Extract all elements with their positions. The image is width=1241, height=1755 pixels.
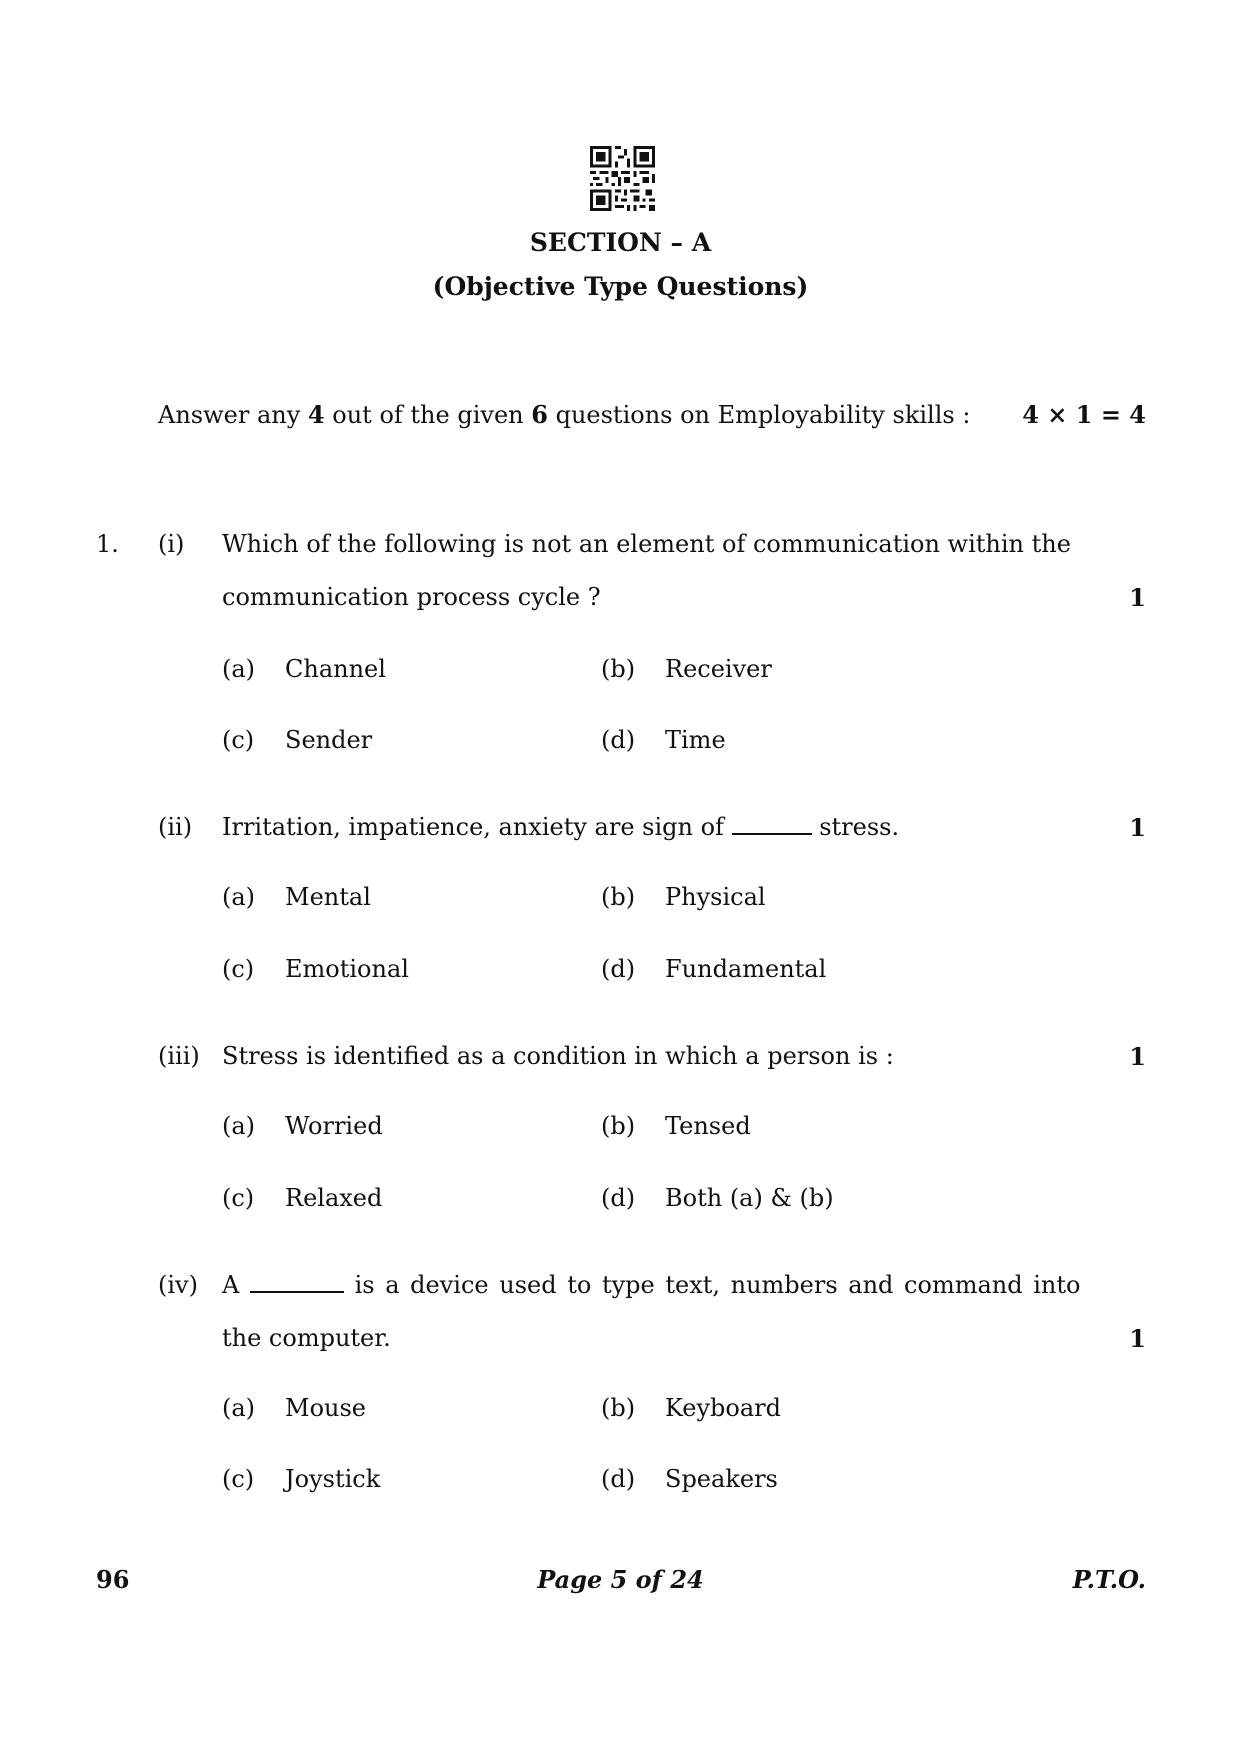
option-label: (d) [601, 1465, 636, 1493]
option-text: Receiver [665, 655, 772, 683]
option-label: (d) [601, 1184, 636, 1212]
option-label: (a) [222, 1394, 256, 1422]
option-label: (a) [222, 655, 256, 683]
instruction-suffix: questions on Employability skills : [555, 401, 971, 429]
question-text-after-blank: is a device used to type text, numbers and command into [354, 1271, 1081, 1299]
qr-code-icon [590, 146, 655, 211]
option-text: Time [665, 726, 726, 754]
question-number: 1. [96, 530, 119, 558]
fill-in-blank [250, 1271, 344, 1293]
option-label: (a) [222, 883, 256, 911]
option-text: Joystick [285, 1465, 381, 1493]
option-label: (b) [601, 655, 636, 683]
question-text-before-blank: Irritation, impatience, anxiety are sign of [222, 813, 724, 841]
instruction-prefix: Answer any [158, 401, 301, 429]
question-marks: 1 [1129, 1042, 1146, 1071]
question-marks: 1 [1129, 813, 1146, 842]
question-text: Stress is identified as a condition in which a person is : [222, 1042, 894, 1070]
option-label: (b) [601, 1112, 636, 1140]
subquestion-number: (ii) [158, 813, 193, 841]
question-marks: 1 [1129, 583, 1146, 612]
option-text: Sender [285, 726, 373, 754]
subquestion-number: (i) [158, 530, 185, 558]
option-text: Speakers [665, 1465, 778, 1493]
option-label: (b) [601, 883, 636, 911]
section-subtitle: (Objective Type Questions) [432, 272, 809, 301]
option-text: Physical [665, 883, 766, 911]
page-number: Page 5 of 24 [537, 1565, 704, 1594]
question-text [222, 1271, 1080, 1299]
section-title: SECTION – A [529, 228, 712, 257]
option-label: (d) [601, 726, 636, 754]
question-text-before-blank: A [222, 1271, 240, 1299]
question-text-after-blank: stress. [819, 813, 900, 841]
subquestion-number: (iv) [158, 1271, 198, 1299]
question-marks: 1 [1129, 1324, 1146, 1353]
option-text: Mental [285, 883, 371, 911]
paper-code: 96 [96, 1565, 130, 1594]
option-text: Channel [285, 655, 386, 683]
option-text: Tensed [665, 1112, 751, 1140]
instruction-attempt-count: 4 [307, 400, 325, 429]
instruction-total-count: 6 [531, 400, 548, 429]
option-label: (c) [222, 955, 255, 983]
pto-label: P.T.O. [1072, 1565, 1146, 1594]
option-label: (a) [222, 1112, 256, 1140]
instruction-middle: out of the given [332, 401, 524, 429]
option-text: Both (a) & (b) [665, 1184, 834, 1212]
question-text [222, 813, 899, 841]
option-label: (c) [222, 1465, 255, 1493]
option-text: Relaxed [285, 1184, 383, 1212]
option-text: Fundamental [665, 955, 827, 983]
subquestion-number: (iii) [158, 1042, 200, 1070]
question-text: the computer. [222, 1324, 391, 1352]
option-text: Emotional [285, 955, 409, 983]
option-text: Worried [285, 1112, 383, 1140]
question-text: Which of the following is not an element of communication within the [222, 530, 1071, 558]
option-text: Mouse [285, 1394, 366, 1422]
option-text: Keyboard [665, 1394, 782, 1422]
option-label: (d) [601, 955, 636, 983]
question-text: communication process cycle ? [222, 583, 601, 611]
instruction-marks: 4 × 1 = 4 [1022, 400, 1146, 429]
option-label: (c) [222, 1184, 255, 1212]
option-label: (c) [222, 726, 255, 754]
option-label: (b) [601, 1394, 636, 1422]
instruction [158, 400, 970, 429]
fill-in-blank [732, 813, 812, 835]
